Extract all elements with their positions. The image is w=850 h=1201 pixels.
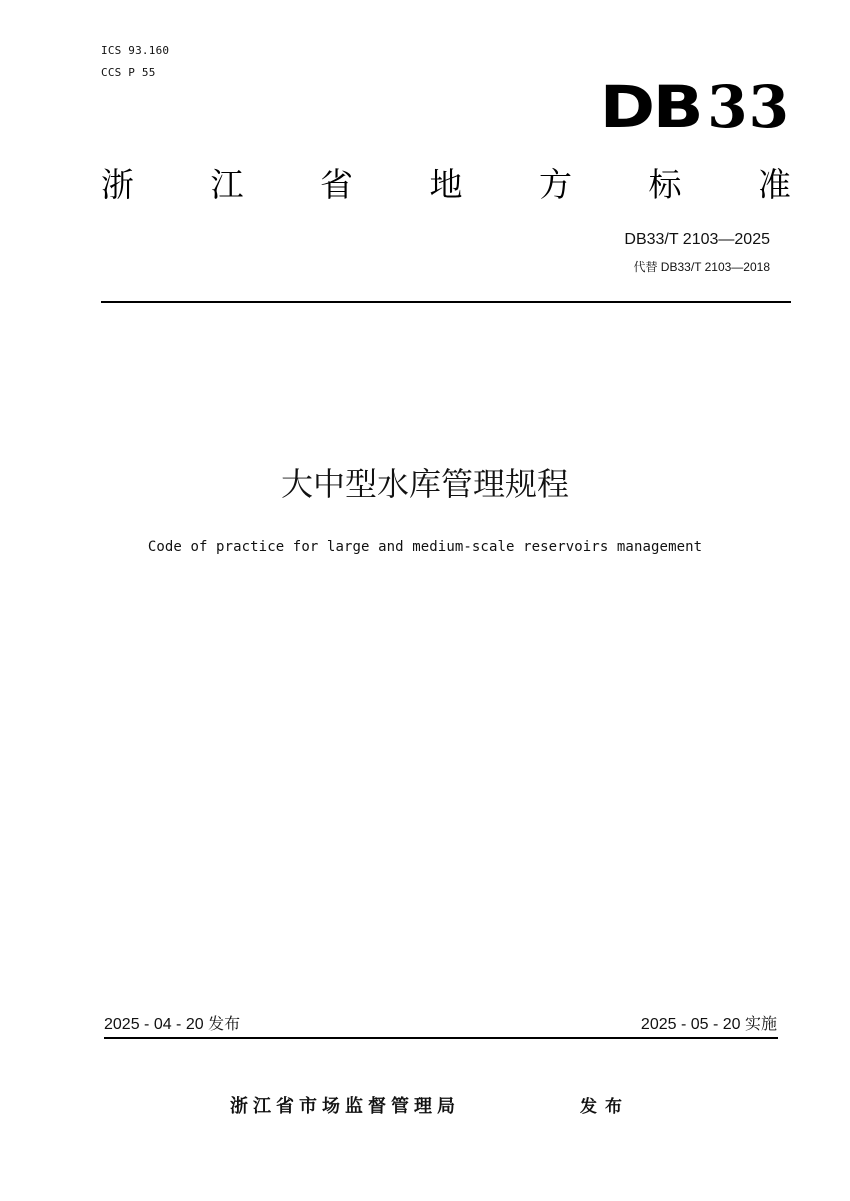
standard-type-char: 地 [429, 165, 463, 204]
standard-type-char: 省 [320, 165, 353, 204]
db-logo-number: 33 [707, 73, 790, 141]
standard-type-char: 浙 [101, 165, 134, 204]
standard-type-char: 江 [210, 165, 244, 204]
publish-label: 发布 [580, 1097, 630, 1117]
standard-type-char: 准 [758, 165, 791, 204]
issue-date: 2025 - 04 - 20 发布 [104, 1016, 241, 1033]
footer-divider [104, 1037, 778, 1039]
standard-type-char: 标 [648, 165, 682, 204]
standard-type-char: 方 [539, 165, 572, 204]
replaces-standard: 代替 DB33/T 2103—2018 [633, 260, 770, 274]
ics-code: ICS 93.160 [101, 44, 170, 57]
document-title-cn: 大中型水库管理规程 [280, 465, 569, 503]
standard-number: DB33/T 2103—2025 [624, 231, 770, 248]
db-logo [599, 72, 790, 142]
publisher: 浙江省市场监督管理局 [230, 1096, 460, 1117]
implementation-date: 2025 - 05 - 20 实施 [640, 1016, 777, 1033]
standard-type-heading [101, 160, 791, 210]
document-title-en: Code of practice for large and medium-scale reservoirs management [147, 539, 703, 555]
db-logo-letters: DB [599, 73, 702, 141]
header-divider [101, 301, 791, 303]
ccs-code: CCS P 55 [101, 66, 156, 79]
